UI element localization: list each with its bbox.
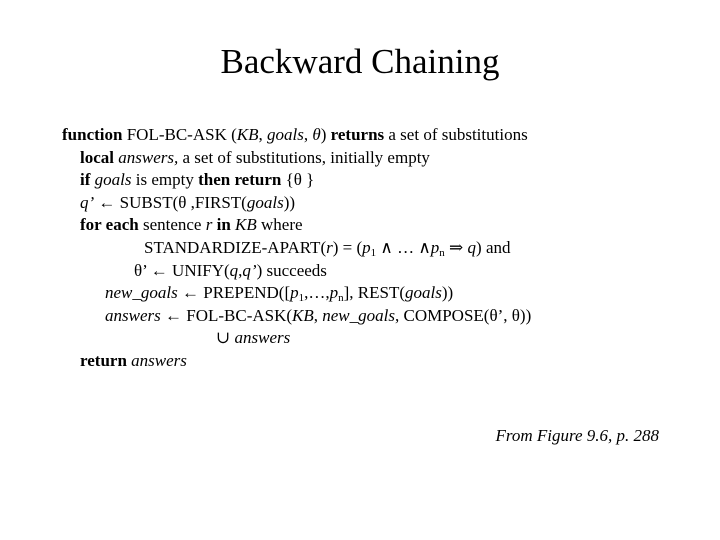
line-union-answers: ∪ answers xyxy=(216,328,291,348)
keyword-in: in xyxy=(216,215,231,235)
keyword-if: if xyxy=(80,170,91,190)
line-for-each: for each sentence r in KB where xyxy=(80,215,303,235)
source-citation: From Figure 9.6, p. 288 xyxy=(495,426,659,445)
line-if-empty: if goals is empty then return {θ } xyxy=(80,170,315,190)
algorithm-pseudocode xyxy=(62,124,531,373)
line-return: return answers xyxy=(80,350,187,370)
line-subst: q’ ← SUBST(θ ,FIRST(goals)) xyxy=(80,192,296,212)
line-function-signature: function FOL-BC-ASK (KB, goals, θ) returns a set of substitutions xyxy=(62,125,528,144)
keyword-returns: returns xyxy=(330,125,385,144)
slide-title: Backward Chaining xyxy=(220,42,500,81)
keyword-for-each: for each xyxy=(80,215,139,235)
keyword-function: function xyxy=(62,125,123,144)
keyword-then-return: then return xyxy=(198,170,282,190)
line-unify: θ’ ← UNIFY(q,q’) succeeds xyxy=(134,260,327,280)
keyword-local: local xyxy=(80,147,114,167)
line-local: local answers, a set of substitutions, initially empty xyxy=(80,147,430,167)
line-standardize-apart: STANDARDIZE-APART(r) = ($p_1$ ∧ … $\wedge p_n$ ⇒ q) and xyxy=(144,237,511,259)
line-answers-recursive: answers ← FOL-BC-ASK(KB, new_goals, COMPOSE(θ’, θ)) xyxy=(105,305,532,325)
keyword-return: return xyxy=(80,350,127,370)
line-new-goals: new_goals ← $PREPEND([p_1,\dots,p_n]$, REST(goals)) xyxy=(105,283,454,305)
